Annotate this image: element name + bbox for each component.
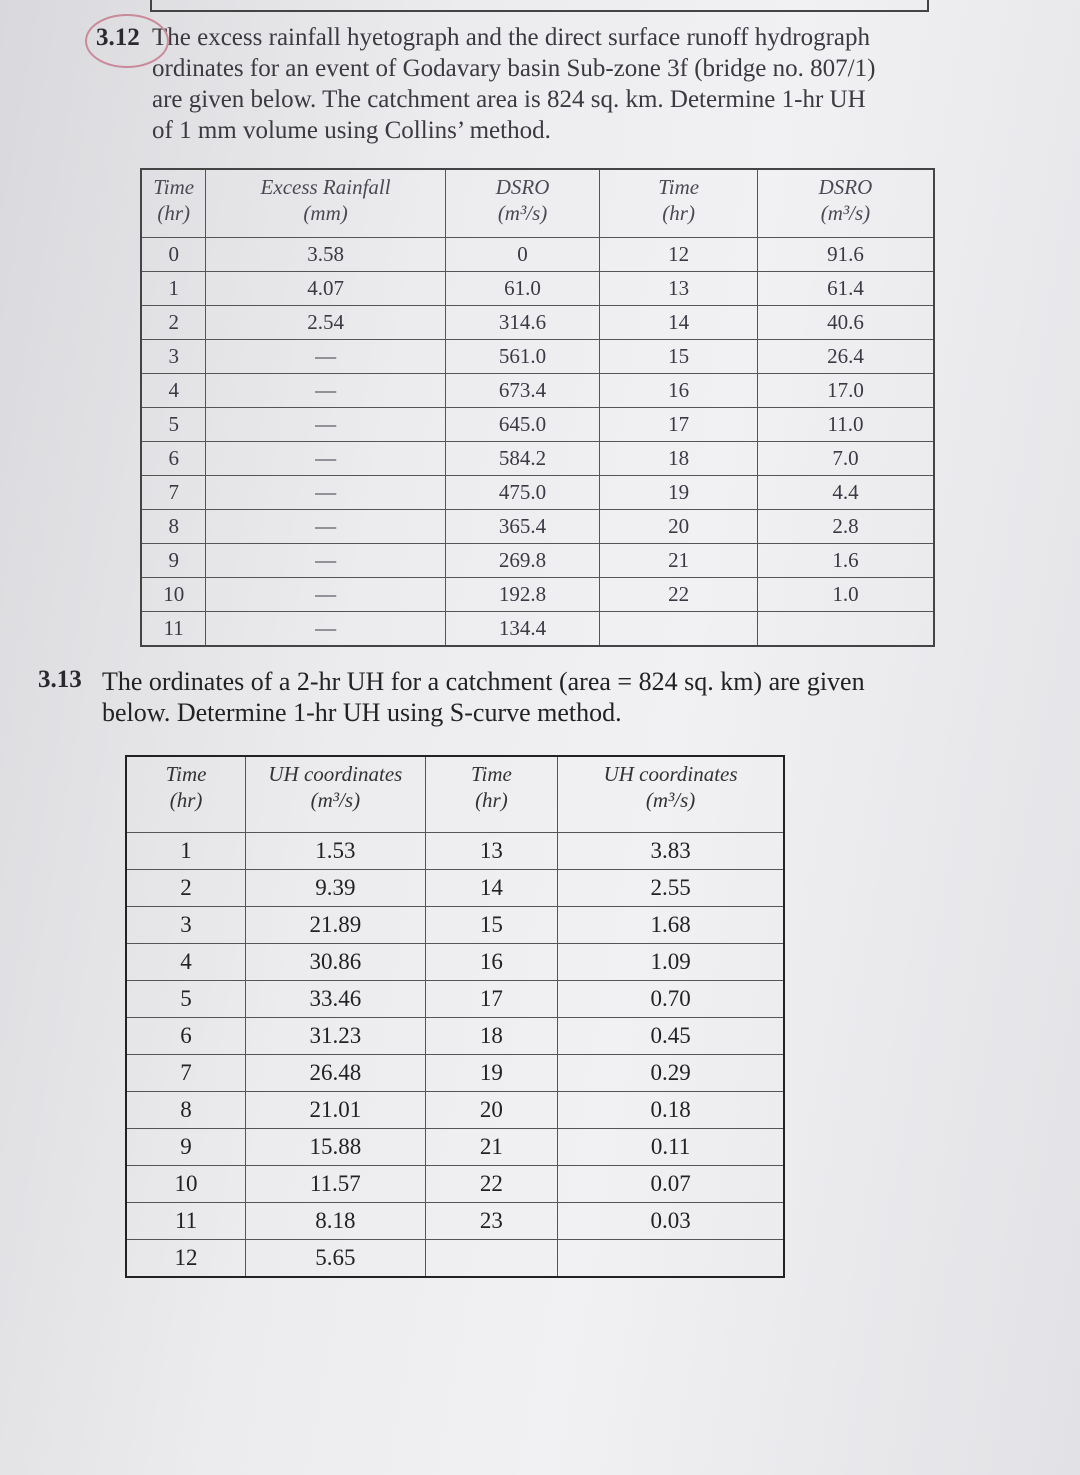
table-cell: 15.88 <box>246 1129 426 1166</box>
table-cell <box>757 612 934 647</box>
table-cell: — <box>206 476 445 510</box>
table-cell: 15 <box>425 907 558 944</box>
table-cell: 19 <box>600 476 758 510</box>
table-cell: 18 <box>600 442 758 476</box>
table-cell <box>600 612 758 647</box>
table-cell: 13 <box>425 833 558 870</box>
table-row <box>141 510 934 544</box>
col-header-uh-coordinates: UH coordinates (m³/s) <box>246 756 426 833</box>
table-row <box>126 1203 784 1240</box>
table-cell: 17 <box>600 408 758 442</box>
table-row <box>141 578 934 612</box>
table-cell: 3 <box>126 907 246 944</box>
table-cell: 11 <box>126 1203 246 1240</box>
table-cell: 2.54 <box>206 306 445 340</box>
col-header-dsro: DSRO (m³/s) <box>445 169 600 238</box>
table-cell: — <box>206 578 445 612</box>
table-cell: 16 <box>425 944 558 981</box>
problem-statement <box>152 22 950 146</box>
table-row <box>126 833 784 870</box>
table-row <box>126 1129 784 1166</box>
table-cell: 17 <box>425 981 558 1018</box>
table-row <box>126 870 784 907</box>
table-row <box>141 408 934 442</box>
table-cell: 4.07 <box>206 272 445 306</box>
previous-table-bottom-border <box>150 0 929 12</box>
table-cell: 0.45 <box>558 1018 784 1055</box>
table-cell: 91.6 <box>757 238 934 272</box>
table-cell: 1 <box>126 833 246 870</box>
table-cell: 7 <box>141 476 206 510</box>
table-cell: 1.6 <box>757 544 934 578</box>
table-row <box>126 944 784 981</box>
table-cell: 18 <box>425 1018 558 1055</box>
table-cell: 4.4 <box>757 476 934 510</box>
table-cell: 21 <box>600 544 758 578</box>
table-row <box>141 442 934 476</box>
table-cell: 22 <box>425 1166 558 1203</box>
table-cell: 269.8 <box>445 544 600 578</box>
table-cell: 12 <box>126 1240 246 1278</box>
table-cell: 4 <box>141 374 206 408</box>
statement-line: are given below. The catchment area is 824 sq. km. Determine 1-hr UH <box>152 86 866 113</box>
table-cell: 3 <box>141 340 206 374</box>
table-cell: — <box>206 374 445 408</box>
table-cell: 61.4 <box>757 272 934 306</box>
problem-3-12 <box>90 22 950 146</box>
col-header-uh-coordinates-2: UH coordinates (m³/s) <box>558 756 784 833</box>
table-cell: — <box>206 612 445 647</box>
table-cell: 0.03 <box>558 1203 784 1240</box>
table-cell: 21 <box>425 1129 558 1166</box>
table-cell: — <box>206 340 445 374</box>
table-cell: 10 <box>141 578 206 612</box>
table-row <box>141 238 934 272</box>
table-cell: 16 <box>600 374 758 408</box>
table-cell: 8 <box>141 510 206 544</box>
table-cell: 12 <box>600 238 758 272</box>
statement-line: The ordinates of a 2-hr UH for a catchment (area = 824 sq. km) are given <box>102 667 865 696</box>
table-header-row <box>141 169 934 238</box>
table-row <box>126 981 784 1018</box>
table-cell: 26.4 <box>757 340 934 374</box>
table-cell: 13 <box>600 272 758 306</box>
table-cell: 314.6 <box>445 306 600 340</box>
table-cell <box>425 1240 558 1278</box>
table-cell: 21.01 <box>246 1092 426 1129</box>
table-cell: 0.29 <box>558 1055 784 1092</box>
table-row <box>126 1018 784 1055</box>
table-cell: 561.0 <box>445 340 600 374</box>
table-cell: 7.0 <box>757 442 934 476</box>
table-cell: 21.89 <box>246 907 426 944</box>
table-3-12 <box>140 168 935 647</box>
table-cell: 673.4 <box>445 374 600 408</box>
table-cell: 14 <box>425 870 558 907</box>
table-row <box>126 1055 784 1092</box>
table-cell: 20 <box>425 1092 558 1129</box>
table-row <box>126 1240 784 1278</box>
table-row <box>126 1166 784 1203</box>
table-row <box>141 306 934 340</box>
table-header-row <box>126 756 784 833</box>
table-cell: 20 <box>600 510 758 544</box>
table-cell: 9.39 <box>246 870 426 907</box>
table-cell: — <box>206 510 445 544</box>
problem-statement <box>102 666 938 728</box>
table-cell: 5 <box>126 981 246 1018</box>
table-cell: — <box>206 408 445 442</box>
table-cell: 11 <box>141 612 206 647</box>
table-cell: 584.2 <box>445 442 600 476</box>
table-cell: 9 <box>126 1129 246 1166</box>
col-header-excess-rainfall: Excess Rainfall (mm) <box>206 169 445 238</box>
table-cell: 11.0 <box>757 408 934 442</box>
statement-line: The excess rainfall hyetograph and the direct surface runoff hydrograph <box>152 24 870 51</box>
table-3-13 <box>125 755 785 1278</box>
table-cell <box>558 1240 784 1278</box>
table-cell: 9 <box>141 544 206 578</box>
table-cell: 5 <box>141 408 206 442</box>
table-cell: 6 <box>126 1018 246 1055</box>
table-cell: 192.8 <box>445 578 600 612</box>
table-cell: 30.86 <box>246 944 426 981</box>
table-cell: 22 <box>600 578 758 612</box>
statement-line: of 1 mm volume using Collins’ method. <box>152 117 551 144</box>
table-cell: 475.0 <box>445 476 600 510</box>
table-cell: — <box>206 544 445 578</box>
col-header-time: Time (hr) <box>126 756 246 833</box>
table-cell: 1 <box>141 272 206 306</box>
table-cell: 7 <box>126 1055 246 1092</box>
table-cell: 0.11 <box>558 1129 784 1166</box>
table-cell: 0 <box>445 238 600 272</box>
table-cell: 8 <box>126 1092 246 1129</box>
table-cell: 31.23 <box>246 1018 426 1055</box>
table-cell: 8.18 <box>246 1203 426 1240</box>
col-header-time-2: Time (hr) <box>425 756 558 833</box>
table-cell: 14 <box>600 306 758 340</box>
table-row <box>126 1092 784 1129</box>
table-cell: 5.65 <box>246 1240 426 1278</box>
table-row <box>141 374 934 408</box>
table-cell: 6 <box>141 442 206 476</box>
table-cell: 19 <box>425 1055 558 1092</box>
table-cell: 2.8 <box>757 510 934 544</box>
table-row <box>141 544 934 578</box>
statement-line: ordinates for an event of Godavary basin Sub-zone 3f (bridge no. 807/1) <box>152 55 876 82</box>
table-cell: 0.18 <box>558 1092 784 1129</box>
table-row <box>141 476 934 510</box>
table-cell: 10 <box>126 1166 246 1203</box>
table-cell: 2 <box>141 306 206 340</box>
table-cell: — <box>206 442 445 476</box>
table-cell: 365.4 <box>445 510 600 544</box>
table-cell: 0.70 <box>558 981 784 1018</box>
table-cell: 2 <box>126 870 246 907</box>
table-cell: 11.57 <box>246 1166 426 1203</box>
table-cell: 134.4 <box>445 612 600 647</box>
table-row <box>141 272 934 306</box>
table-cell: 15 <box>600 340 758 374</box>
table-cell: 26.48 <box>246 1055 426 1092</box>
table-cell: 3.83 <box>558 833 784 870</box>
table-cell: 1.53 <box>246 833 426 870</box>
col-header-time-2: Time (hr) <box>600 169 758 238</box>
table-cell: 61.0 <box>445 272 600 306</box>
table-cell: 1.0 <box>757 578 934 612</box>
table-cell: 1.09 <box>558 944 784 981</box>
table-cell: 0.07 <box>558 1166 784 1203</box>
table-cell: 2.55 <box>558 870 784 907</box>
table-row <box>141 612 934 647</box>
problem-number: 3.12 <box>96 24 140 51</box>
col-header-time: Time (hr) <box>141 169 206 238</box>
table-cell: 33.46 <box>246 981 426 1018</box>
table-cell: 1.68 <box>558 907 784 944</box>
problem-3-13 <box>38 666 938 728</box>
table-cell: 0 <box>141 238 206 272</box>
table-cell: 40.6 <box>757 306 934 340</box>
table-cell: 23 <box>425 1203 558 1240</box>
table-cell: 3.58 <box>206 238 445 272</box>
problem-number: 3.13 <box>38 666 82 693</box>
statement-line: below. Determine 1-hr UH using S-curve method. <box>102 698 622 727</box>
table-cell: 645.0 <box>445 408 600 442</box>
table-row <box>141 340 934 374</box>
table-cell: 17.0 <box>757 374 934 408</box>
col-header-dsro-2: DSRO (m³/s) <box>757 169 934 238</box>
table-cell: 4 <box>126 944 246 981</box>
table-row <box>126 907 784 944</box>
